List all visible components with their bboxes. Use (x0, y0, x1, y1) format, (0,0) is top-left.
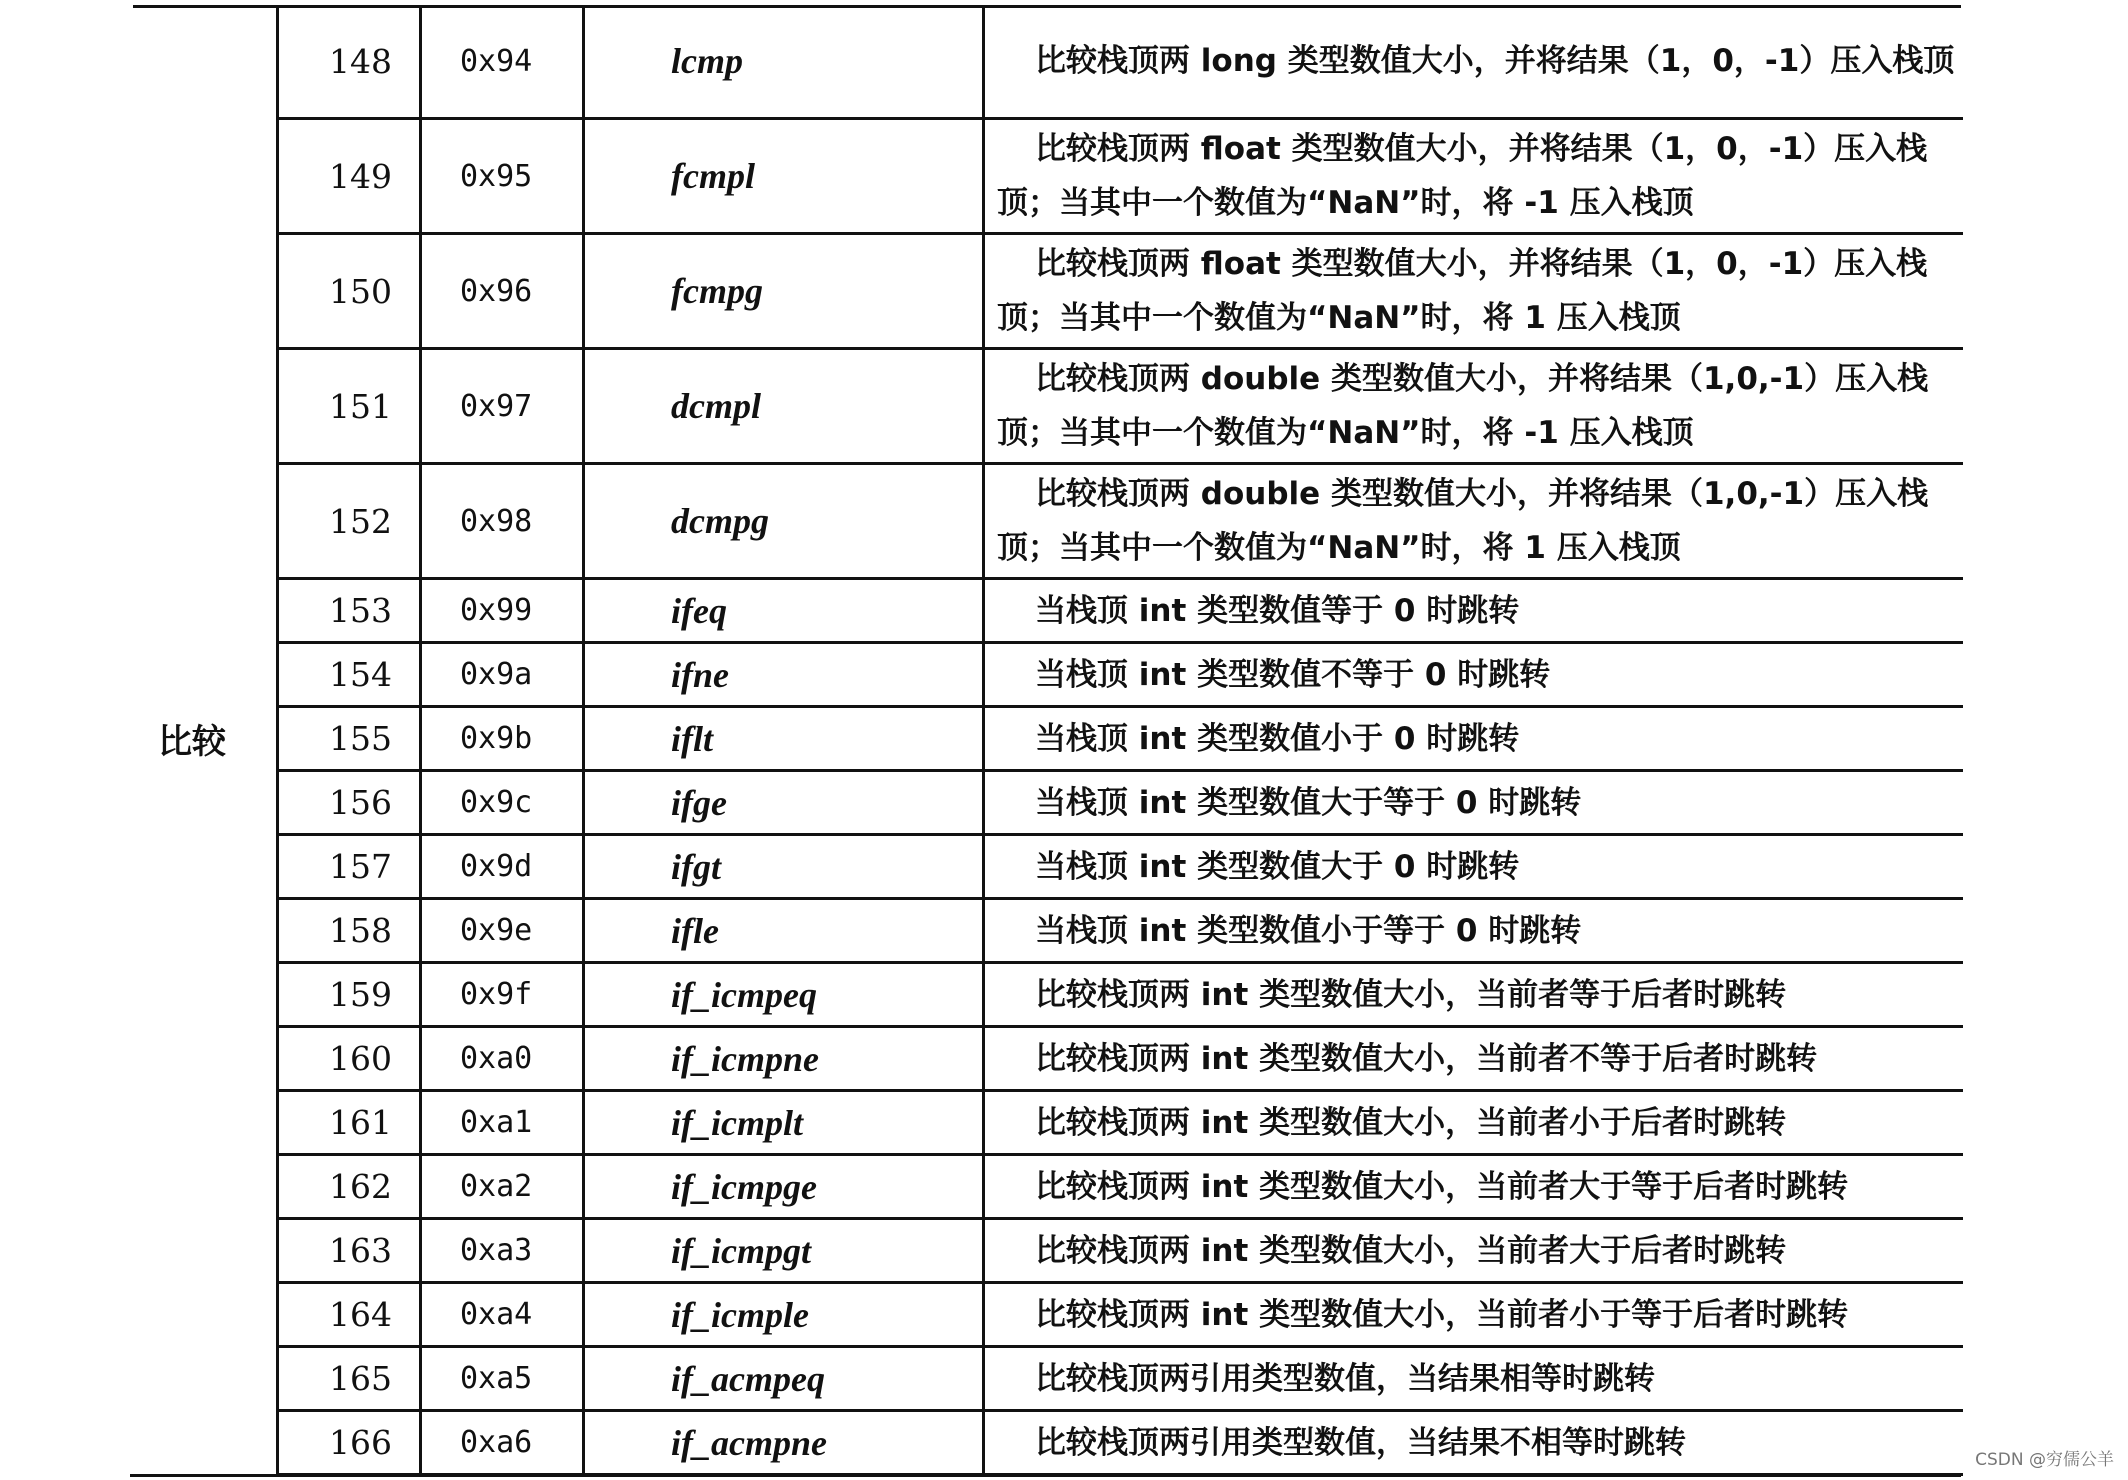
hex-cell: 0xa6 (421, 1411, 584, 1475)
hex-cell: 0xa0 (421, 1027, 584, 1091)
opcode-cell: 165 (278, 1347, 421, 1411)
description-cell (984, 5, 1963, 119)
hex-cell: 0x97 (421, 349, 584, 464)
mnemonic-cell: ifgt (584, 835, 984, 899)
description-cell (984, 1091, 1963, 1155)
description-text: 比较栈顶两引用类型数值，当结果相等时跳转 (1035, 1360, 1655, 1397)
description-text: 比较栈顶两 double 类型数值大小，并将结果（1,0,-1）压入栈顶；当其中一个数值为“NaN”时，将 -1 压入栈顶 (997, 361, 1929, 451)
mnemonic-cell: if_icmpne (584, 1027, 984, 1091)
description-text: 比较栈顶两 long 类型数值大小，并将结果（1，0，-1）压入栈顶 (1035, 43, 1955, 79)
description-text: 比较栈顶两 int 类型数值大小，当前者不等于后者时跳转 (1035, 1040, 1818, 1077)
description-text: 比较栈顶两 int 类型数值大小，当前者大于等于后者时跳转 (1035, 1168, 1849, 1205)
description-text: 当栈顶 int 类型数值大于等于 0 时跳转 (1035, 784, 1582, 821)
description-cell (984, 1027, 1963, 1091)
opcode-cell: 148 (278, 5, 421, 119)
opcode-table (276, 5, 1963, 1476)
opcode-cell: 163 (278, 1219, 421, 1283)
table-row (278, 1219, 1963, 1283)
hex-cell: 0x94 (421, 5, 584, 119)
hex-cell: 0x9a (421, 643, 584, 707)
opcode-cell: 155 (278, 707, 421, 771)
hex-cell: 0x99 (421, 579, 584, 643)
category-label: 比较 (158, 722, 226, 762)
description-cell (984, 835, 1963, 899)
mnemonic-cell: iflt (584, 707, 984, 771)
description-text: 比较栈顶两 double 类型数值大小，并将结果（1,0,-1）压入栈顶；当其中一个数值为“NaN”时，将 1 压入栈顶 (997, 476, 1929, 566)
opcode-cell: 150 (278, 234, 421, 349)
description-text: 当栈顶 int 类型数值小于等于 0 时跳转 (1035, 912, 1582, 949)
hex-cell: 0x9e (421, 899, 584, 963)
table-row (278, 643, 1963, 707)
mnemonic-cell: ifne (584, 643, 984, 707)
table-row (278, 579, 1963, 643)
opcode-cell: 159 (278, 963, 421, 1027)
description-text: 当栈顶 int 类型数值不等于 0 时跳转 (1035, 656, 1551, 693)
hex-cell: 0x98 (421, 464, 584, 579)
mnemonic-cell: if_icmplt (584, 1091, 984, 1155)
mnemonic-cell: ifle (584, 899, 984, 963)
opcode-cell: 162 (278, 1155, 421, 1219)
description-cell (984, 707, 1963, 771)
description-text: 比较栈顶两引用类型数值，当结果不相等时跳转 (1035, 1424, 1686, 1461)
opcode-cell: 153 (278, 579, 421, 643)
hex-cell: 0xa4 (421, 1283, 584, 1347)
mnemonic-cell: dcmpg (584, 464, 984, 579)
hex-cell: 0x9f (421, 963, 584, 1027)
hex-cell: 0xa3 (421, 1219, 584, 1283)
description-cell (984, 349, 1963, 464)
opcode-cell: 164 (278, 1283, 421, 1347)
description-cell (984, 1283, 1963, 1347)
mnemonic-cell: if_icmpeq (584, 963, 984, 1027)
hex-cell: 0xa2 (421, 1155, 584, 1219)
table-row (278, 234, 1963, 349)
description-text: 比较栈顶两 int 类型数值大小，当前者等于后者时跳转 (1035, 976, 1787, 1013)
description-cell (984, 1411, 1963, 1475)
description-cell (984, 234, 1963, 349)
description-text: 比较栈顶两 int 类型数值大小，当前者小于后者时跳转 (1035, 1104, 1787, 1141)
description-text: 当栈顶 int 类型数值大于 0 时跳转 (1035, 848, 1520, 885)
opcode-cell: 161 (278, 1091, 421, 1155)
table-row (278, 899, 1963, 963)
hex-cell: 0x95 (421, 119, 584, 234)
mnemonic-cell: if_acmpeq (584, 1347, 984, 1411)
table-row (278, 963, 1963, 1027)
mnemonic-cell: dcmpl (584, 349, 984, 464)
table-row (278, 1283, 1963, 1347)
bottom-rule (130, 1474, 1961, 1477)
table-row (278, 1155, 1963, 1219)
opcode-cell: 158 (278, 899, 421, 963)
description-cell (984, 464, 1963, 579)
opcode-cell: 156 (278, 771, 421, 835)
mnemonic-cell: if_icmple (584, 1283, 984, 1347)
hex-cell: 0x9c (421, 771, 584, 835)
table-row (278, 1091, 1963, 1155)
opcode-cell: 154 (278, 643, 421, 707)
description-text: 比较栈顶两 int 类型数值大小，当前者小于等于后者时跳转 (1035, 1296, 1849, 1333)
table-row (278, 1411, 1963, 1475)
hex-cell: 0xa5 (421, 1347, 584, 1411)
table-row (278, 1347, 1963, 1411)
description-cell (984, 1219, 1963, 1283)
description-cell (984, 963, 1963, 1027)
mnemonic-cell: ifeq (584, 579, 984, 643)
table-row (278, 119, 1963, 234)
description-cell (984, 899, 1963, 963)
mnemonic-cell: ifge (584, 771, 984, 835)
watermark: CSDN @穷儒公羊 (1975, 1450, 2114, 1470)
description-text: 比较栈顶两 float 类型数值大小，并将结果（1，0，-1）压入栈顶；当其中一个数值为“NaN”时，将 1 压入栈顶 (997, 246, 1928, 336)
mnemonic-cell: if_icmpgt (584, 1219, 984, 1283)
opcode-cell: 160 (278, 1027, 421, 1091)
opcode-cell: 152 (278, 464, 421, 579)
description-text: 比较栈顶两 int 类型数值大小，当前者大于后者时跳转 (1035, 1232, 1787, 1269)
table-row (278, 5, 1963, 119)
description-cell (984, 1347, 1963, 1411)
description-cell (984, 579, 1963, 643)
mnemonic-cell: fcmpl (584, 119, 984, 234)
opcode-cell: 149 (278, 119, 421, 234)
table-row (278, 707, 1963, 771)
table-row (278, 349, 1963, 464)
mnemonic-cell: if_icmpge (584, 1155, 984, 1219)
table-row (278, 1027, 1963, 1091)
table-row (278, 835, 1963, 899)
opcode-cell: 157 (278, 835, 421, 899)
table-row (278, 771, 1963, 835)
description-text: 比较栈顶两 float 类型数值大小，并将结果（1，0，-1）压入栈顶；当其中一个数值为“NaN”时，将 -1 压入栈顶 (997, 131, 1928, 221)
opcode-cell: 166 (278, 1411, 421, 1475)
hex-cell: 0x96 (421, 234, 584, 349)
description-cell (984, 119, 1963, 234)
opcode-cell: 151 (278, 349, 421, 464)
mnemonic-cell: if_acmpne (584, 1411, 984, 1475)
hex-cell: 0xa1 (421, 1091, 584, 1155)
description-text: 当栈顶 int 类型数值小于 0 时跳转 (1035, 720, 1520, 757)
mnemonic-cell: fcmpg (584, 234, 984, 349)
hex-cell: 0x9d (421, 835, 584, 899)
mnemonic-cell: lcmp (584, 5, 984, 119)
description-cell (984, 1155, 1963, 1219)
description-cell (984, 643, 1963, 707)
description-text: 当栈顶 int 类型数值等于 0 时跳转 (1035, 592, 1520, 629)
hex-cell: 0x9b (421, 707, 584, 771)
description-cell (984, 771, 1963, 835)
table-row (278, 464, 1963, 579)
